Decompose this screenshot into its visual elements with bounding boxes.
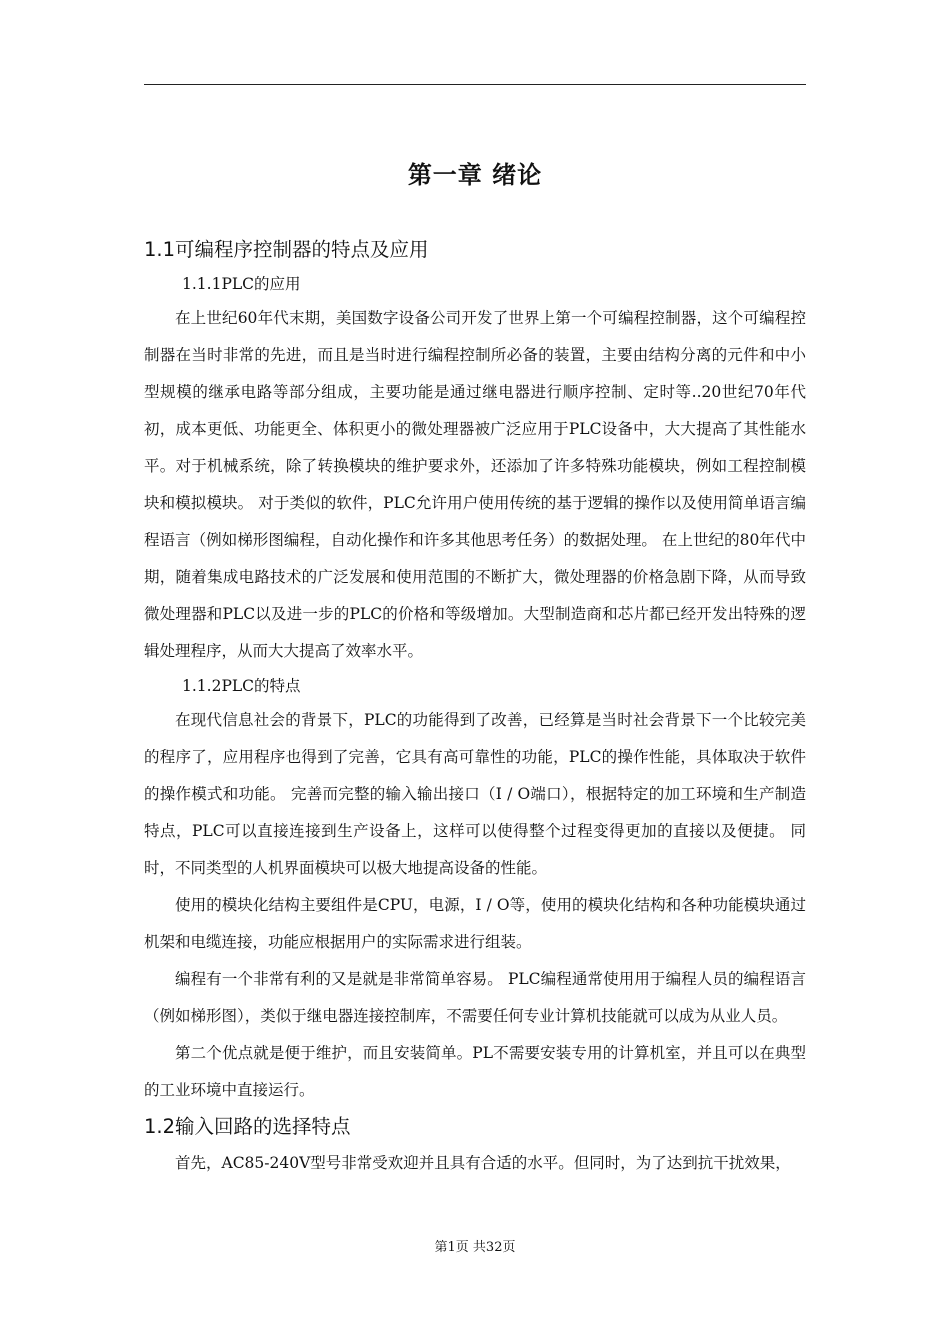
paragraph-programming: 编程有一个非常有利的又是就是非常简单容易。 PLC编程通常使用用于编程人员的编程语言（例如梯形图），类似于继电器连接控制库，不需要任何专业计算机技能就可以成为从业人员。 bbox=[144, 970, 806, 1025]
paragraph-plc-application: 在上世纪60年代末期，美国数字设备公司开发了世界上第一个可编程控制器，这个可编程控制器在当时非常的先进，而且是当时进行编程控制所必备的装置，主要由结构分离的元件和中小型规模的继承电路等部分组成，主要功能是通过继电器进行顺序控制、定时等..20世纪70年代初，成本更低、功能更全、体积更小的微处理器被广泛应用于PLC设备中，大大提高了其性能水平。对于机械系统，除了转换模块的维护要求外，还添加了许多特殊功能模块，例如工程控制模块和模拟模块。 对于类似的软件，PLC允许用户使用传统的基于逻辑的操作以及使用简单语言编程语言（例如梯形图编程，自动化操作和许多其他思考任务）的数据处理。 在上世纪的80年代中期，随着集成电路技术的广泛发展和使用范围的不断扩大，微处理器的价格急剧下降，从而导致微处理器和PLC以及进一步的PLC的价格和等级增加。大型制造商和芯片都已经开发出特殊的逻辑处理程序，从而大大提高了效率水平。 bbox=[144, 309, 806, 660]
paragraph-input-circuit: 首先，AC85-240V型号非常受欢迎并且具有合适的水平。但同时，为了达到抗干扰效果， bbox=[175, 1154, 791, 1172]
subsection-heading-1-1-2: 1.1.2PLC的特点 bbox=[182, 677, 301, 695]
document-body bbox=[144, 232, 806, 1182]
section-heading-1-1: 1.1可编程序控制器的特点及应用 bbox=[144, 238, 429, 261]
subsection-heading-1-1-1: 1.1.1PLC的应用 bbox=[182, 275, 301, 293]
chapter-title: 第一章 绪论 bbox=[407, 161, 543, 189]
paragraph-modular-structure: 使用的模块化结构主要组件是CPU，电源，I / O等，使用的模块化结构和各种功能模块通过机架和电缆连接，功能应根据用户的实际需求进行组装。 bbox=[144, 896, 806, 951]
header-rule bbox=[144, 84, 806, 85]
paragraph-plc-features: 在现代信息社会的背景下，PLC的功能得到了改善，已经算是当时社会背景下一个比较完美的程序了，应用程序也得到了完善，它具有高可靠性的功能，PLC的操作性能，具体取决于软件的操作模式和功能。 完善而完整的输入输出接口（I / O端口），根据特定的加工环境和生产制造特点，PLC可以直接连接到生产设备上，这样可以使得整个过程变得更加的直接以及便捷。 同时，不同类型的人机界面模块可以极大地提高设备的性能。 bbox=[144, 711, 806, 877]
section-heading-1-2: 1.2输入回路的选择特点 bbox=[144, 1115, 351, 1138]
page-footer: 第1页 共32页 bbox=[434, 1240, 516, 1255]
paragraph-maintenance: 第二个优点就是便于维护，而且安装简单。PL不需要安装专用的计算机室，并且可以在典型的工业环境中直接运行。 bbox=[144, 1044, 806, 1099]
